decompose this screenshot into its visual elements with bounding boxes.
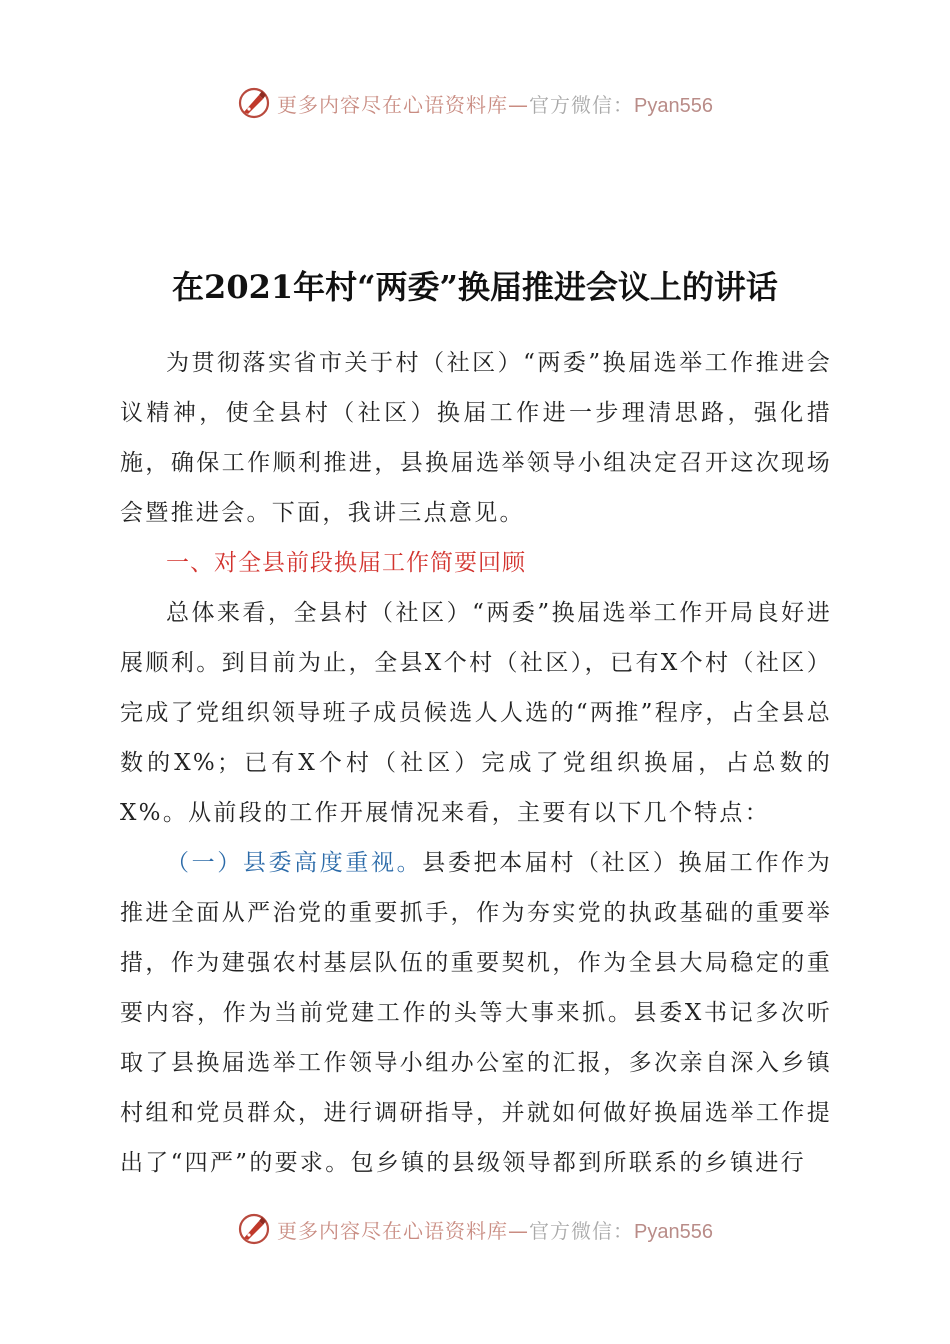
subsection-1-paragraph <box>120 838 832 1188</box>
document-title: 在2021年村“两委”换届推进会议上的讲话 <box>172 268 778 306</box>
watermark-wechat-id: Pyan556 <box>634 94 713 117</box>
watermark-text <box>277 89 713 118</box>
watermark-wechat-id: Pyan556 <box>634 1220 713 1243</box>
watermark-separator: — <box>508 92 530 117</box>
section-1-heading: 一、对全县前段换届工作简要回顾 <box>166 550 526 576</box>
section-1-paragraph: 总体来看，全县村（社区）“两委”换届选举工作开局良好进展顺利。到目前为止，全县X个村（社区），已有X个村（社区）完成了党组织领导班子成员候选人人选的“两推”程序，占全县总数的X%；已有X个村（社区）完成了党组织换届，占总数的X%。从前段的工作开展情况来看，主要有以下几个特点： <box>120 600 832 826</box>
watermark-official-label: 官方微信： <box>529 92 635 117</box>
watermark-text <box>277 1215 713 1244</box>
subsection-1-body: 县委把本届村（社区）换届工作作为推进全面从严治党的重要抓手，作为夯实党的执政基础的重要举措，作为建强农村基层队伍的重要契机，作为全县大局稳定的重要内容，作为当前党建工作的头等大事来抓。县委X书记多次听取了县换届选举工作领导小组办公室的汇报，多次亲自深入乡镇村组和党员群众，进行调研指导，并就如何做好换届选举工作提出了“四严”的要求。包乡镇的县级领导都到所联系的乡镇进行 <box>120 850 832 1176</box>
watermark-site: 更多内容尽在心语资料库 <box>277 92 509 117</box>
intro-paragraph: 为贯彻落实省市关于村（社区）“两委”换届选举工作推进会议精神，使全县村（社区）换届工作进一步理清思路，强化措施，确保工作顺利推进，县换届选举领导小组决定召开这次现场会暨推进会。下面，我讲三点意见。 <box>120 350 832 526</box>
watermark-header <box>0 83 950 123</box>
pen-nib-logo-icon <box>237 86 271 120</box>
pen-nib-logo-icon <box>237 1212 271 1246</box>
watermark-separator: — <box>508 1218 530 1243</box>
watermark-site: 更多内容尽在心语资料库 <box>277 1218 509 1243</box>
document-body <box>120 338 832 1188</box>
watermark-footer <box>0 1209 950 1249</box>
watermark-official-label: 官方微信： <box>529 1218 635 1243</box>
subsection-1-heading: （一）县委高度重视。 <box>166 850 423 876</box>
